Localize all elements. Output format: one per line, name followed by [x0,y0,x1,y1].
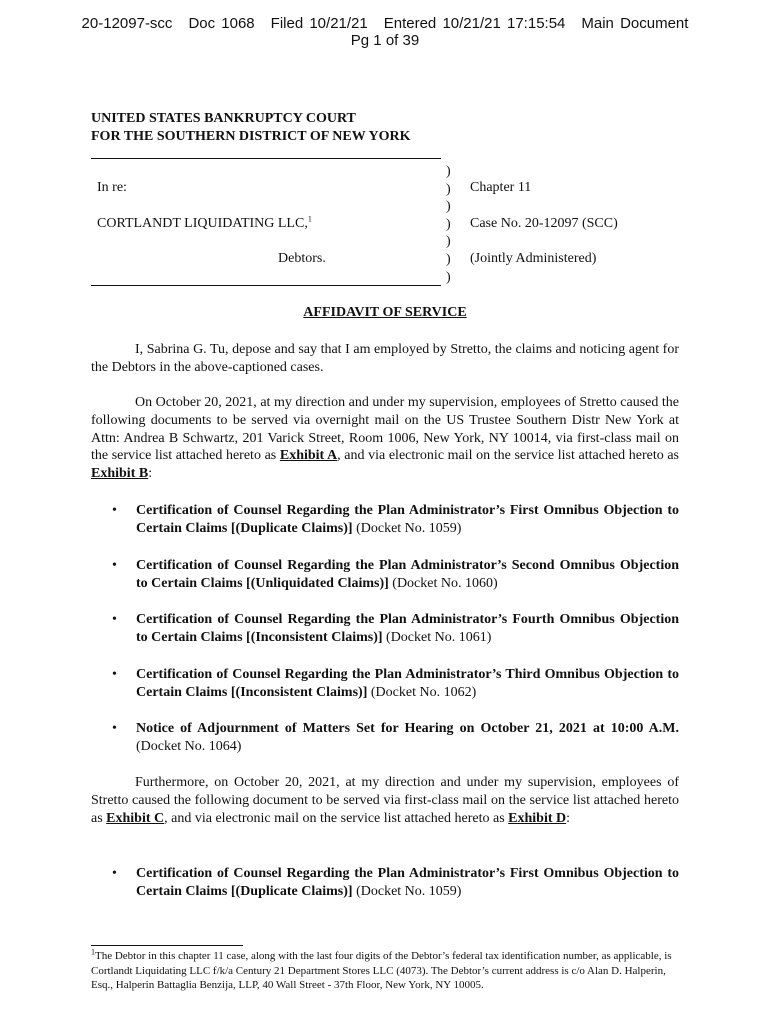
exhibit-d-ref: Exhibit D [508,810,567,826]
list-item-title: Certification of Counsel Regarding the Plan Administrator’s First Omnibus Objection to Certain Claims [(Duplicate Claims)] [136,503,679,536]
list-item-docket: (Docket No. 1059) [352,521,462,536]
case-number-label: Case No. 20-12097 (SCC) [470,216,618,231]
caption-top-rule [91,158,441,159]
paragraph-2-colon: : [148,466,153,482]
exhibit-b-ref: Exhibit B [91,466,149,482]
list-item-title: Certification of Counsel Regarding the Plan Administrator’s Fourth Omnibus Objection to Certain Claims [(Inconsistent Claims)] [136,612,679,645]
footnote-reference: 1 [307,214,312,224]
chapter-label: Chapter 11 [470,180,532,195]
footnote-text: The Debtor in this chapter 11 case, along with the last four digits of the Debtor’s federal tax identification number, as applicable, is Cortlandt Liquidating LLC f/k/a Century 21 Department Stores LLC (4073). The Debtor’s current address is c/o Alan D. Halperin, Esq., Halperin Battaglia Benzija, LLP, 40 Wall Street - 37th Floor, New York, NY 10005. [91,950,672,992]
paren: ) [446,164,451,179]
doc-number-stamp: Doc 1068 [188,15,255,32]
footnote [91,949,679,993]
paren: ) [446,234,451,250]
list-item-title: Certification of Counsel Regarding the Plan Administrator’s Second Omnibus Objection to Certain Claims [(Unliquidated Claims)] [136,558,679,591]
court-name [91,110,410,146]
document-title: AFFIDAVIT OF SERVICE [303,305,467,320]
list-item [136,865,679,901]
paragraph-2-text: On October 20, 2021, at my direction and under my supervision, employees of Stretto caused the following documents to be served via overnight mail on the US Trustee Southern Distr New York at Attn: Andrea B Schwartz, 201 Varick Street, Room 1006, New York, NY 10014, via first-class mail on the service list attached hereto as [91,395,679,464]
list-item-title: Certification of Counsel Regarding the Plan Administrator’s Third Omnibus Objection to Certain Claims [(Inconsistent Claims)] [136,667,679,700]
footnote-rule [91,945,243,946]
filed-date-stamp: Filed 10/21/21 [270,15,368,32]
caption-bottom-rule [91,285,441,286]
paragraph-3 [91,774,679,827]
list-item-docket: (Docket No. 1061) [382,630,492,645]
paragraph-2 [91,394,679,483]
paragraph-3-text: Furthermore, on October 20, 2021, at my direction and under my supervision, employees of Stretto caused the following document to be served via first-class mail on the service list attached hereto as [91,775,679,826]
list-item-title: Notice of Adjournment of Matters Set for Hearing on October 21, 2021 at 10:00 A.M. [136,721,679,736]
court-name-line-2: FOR THE SOUTHERN DISTRICT OF NEW YORK [91,129,411,144]
footnote-mark: 1 [91,947,95,957]
exhibit-a-ref: Exhibit A [279,448,338,464]
list-item [136,502,679,538]
exhibit-c-ref: Exhibit C [106,810,165,826]
paragraph-1-text: I, Sabrina G. Tu, depose and say that I am employed by Stretto, the claims and noticing agent for the Debtors in the above-captioned cases. [91,342,679,375]
entered-date-stamp: Entered 10/21/21 17:15:54 [383,15,566,32]
page-number-stamp: Pg 1 of 39 [350,32,420,49]
paragraph-3-colon: : [566,810,571,826]
caption-parentheses [446,163,451,286]
list-item-docket: (Docket No. 1060) [388,576,498,591]
debtor-name [97,216,312,232]
in-re-label: In re: [97,180,127,195]
paren: ) [446,181,451,197]
list-item-docket: (Docket No. 1062) [367,685,477,700]
paren: ) [446,269,451,285]
paren: ) [446,251,451,267]
court-name-line-1: UNITED STATES BANKRUPTCY COURT [91,111,356,126]
paragraph-1 [91,341,679,377]
debtor-name-text: CORTLANDT LIQUIDATING LLC, [97,216,308,231]
paragraph-3-text-2: , and via electronic mail on the service list attached hereto as [164,810,509,826]
document-type-stamp: Main Document [581,15,689,32]
paren: ) [446,216,451,232]
list-item-docket: (Docket No. 1059) [352,884,462,899]
case-number-stamp: 20-12097-scc [81,15,173,32]
list-item-title: Certification of Counsel Regarding the Plan Administrator’s First Omnibus Objection to Certain Claims [(Duplicate Claims)] [136,866,679,899]
list-item [136,666,679,702]
paren: ) [446,199,451,215]
list-item [136,611,679,647]
list-item [136,720,679,756]
debtors-label: Debtors. [278,251,326,266]
list-item-docket: (Docket No. 1064) [136,739,242,754]
paragraph-2-text-2: , and via electronic mail on the service list attached hereto as [337,448,679,464]
administration-label: (Jointly Administered) [470,251,597,266]
list-item [136,557,679,593]
filing-stamp [0,15,770,32]
